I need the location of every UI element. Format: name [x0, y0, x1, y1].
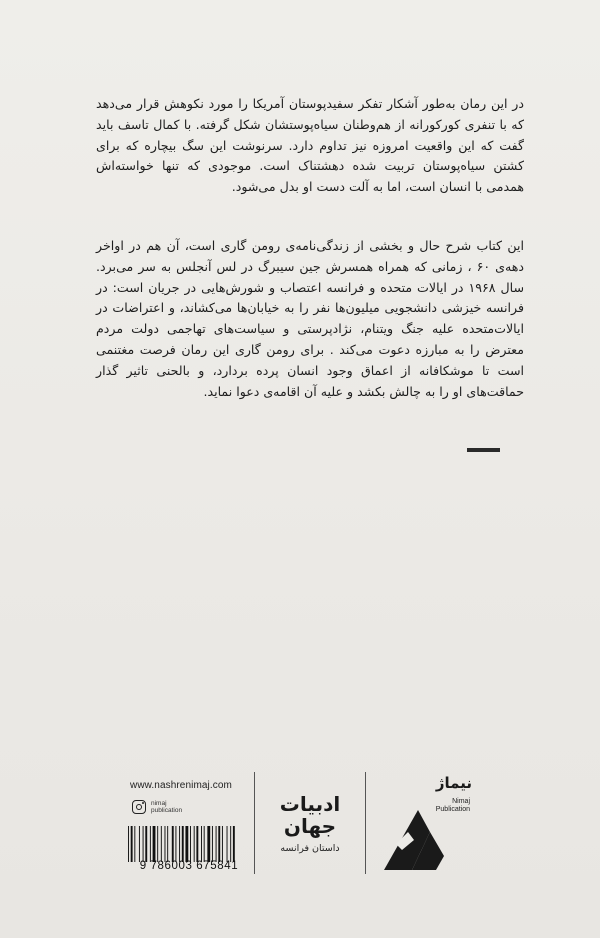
series-title-line-2: جهان	[283, 813, 337, 838]
barcode	[124, 826, 254, 862]
series-column	[255, 764, 365, 882]
blurb-paragraph-2	[96, 236, 524, 402]
instagram-line-1: nimaj	[151, 800, 167, 807]
paragraph-text: در این رمان به‌طور آشکار تفکر سفیدپوستان آمریکا را مورد نکوهش قرار می‌دهد که با تنفری کورکورانه از هم‌وطنان سیاه‌پوستشان شکل گرفته. با کمال تاسف باید گفت که این واقعیت امروزه نیز تداوم دارد. سرنوشت این سگ بیچاره که برای کشتن سیاه‌پوستان تربیت شده دهشتناک است. موجودی که تنها خواسته‌اش همدمی با انسان است، اما به آلت دست او بدل می‌شود.	[96, 96, 524, 195]
paragraph-text: این کتاب شرح حال و بخشی از زندگی‌نامه‌ی رومن گاری است، آن هم در اواخر دهه‌ی ۶۰ ، زمانی که همراه همسرش جین سیبرگ در لس آنجلس به سر می‌برد. سال ۱۹۶۸ در ایالات متحده و فرانسه اعتصاب و شورش‌هایی در جریان است: در فرانسه خیزشی دانشجویی میلیون‌ها نفر را به خیابان‌ها می‌کشاند، و اعتراضات در ایالات‌متحده علیه جنگ ویتنام، نژادپرستی و سیاست‌های تهاجمی دولت مردم معترض را به مبارزه دعوت می‌کند . برای رومن گاری این رمان فرصت مغتنمی است تا موشکافانه از اعماق وجود انسان پرده بردارد، و بالحنی تاثیر گذار حماقت‌های او را به چالش بکشد و علیه آن اقامه‌ی دعوا نماید.	[96, 238, 524, 399]
info-column	[116, 764, 254, 882]
series-subtitle: داستان فرانسه	[280, 842, 340, 854]
series-title	[280, 793, 340, 837]
instagram-text	[151, 800, 182, 814]
blurb-paragraph-1	[96, 94, 524, 198]
publisher-latin-line-1: Nimaj	[452, 798, 470, 805]
divider-bar	[467, 448, 500, 452]
publisher-column	[366, 764, 490, 882]
website-url[interactable]: www.nashrenimaj.com	[130, 780, 232, 791]
publisher-name: نیماژ	[435, 774, 472, 792]
publisher-logo-icon	[378, 806, 448, 872]
series-title-line-1: ادبیات	[279, 791, 341, 816]
instagram-line-2: publication	[151, 807, 183, 814]
instagram-handle	[132, 800, 182, 814]
publisher-latin-line-2: Publication	[435, 806, 470, 813]
barcode-block	[124, 826, 254, 872]
isbn-number: 9 786003 675841	[139, 860, 239, 872]
instagram-icon	[132, 800, 146, 814]
footer-band	[116, 764, 490, 882]
